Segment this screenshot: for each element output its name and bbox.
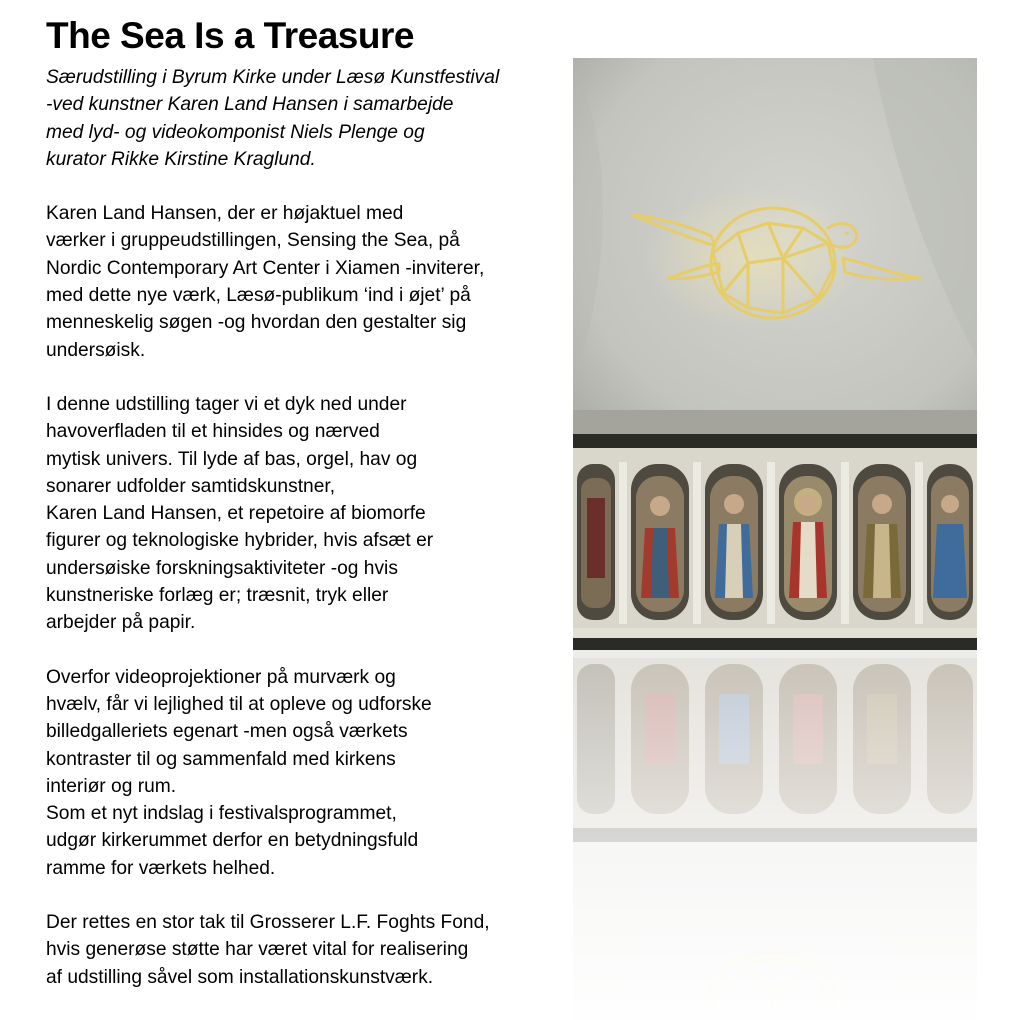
paragraph-line: udgør kirkerummet derfor en betydningsfuld (46, 830, 419, 852)
lower-ledge (573, 638, 977, 650)
cornice (573, 410, 977, 434)
paragraph-line: sonarer udfolder samtidskunstner, (46, 475, 336, 497)
paragraph-line: figurer og teknologiske hybrider, hvis afsæt er (46, 530, 434, 552)
paragraph-line: undersøisk. (46, 339, 146, 361)
church-photo (573, 58, 977, 1020)
paragraph-line: kunstneriske forlæg er; træsnit, tryk eller (46, 585, 389, 607)
paragraph-line: kontraster til og sammenfald med kirkens (46, 748, 396, 770)
paragraph-line: hvis generøse støtte har været vital for realisering (46, 939, 469, 961)
paragraph-line: havoverfladen til et hinsides og nærved (46, 421, 380, 443)
paragraph-exhibition (46, 391, 556, 637)
paragraph-line: I denne udstilling tager vi et dyk ned under (46, 393, 407, 415)
subtitle (46, 64, 556, 173)
paragraph-thanks (46, 909, 556, 991)
page-title: The Sea Is a Treasure (46, 15, 414, 56)
paragraph-line: Som et nyt indslag i festivalsprogrammet, (46, 803, 397, 825)
paragraph-line: med dette nye værk, Læsø-publikum ‘ind i øjet’ på (46, 285, 471, 307)
paragraph-line: værker i gruppeudstillingen, Sensing the Sea, på (46, 230, 460, 252)
paragraph-line: mytisk univers. Til lyde af bas, orgel, hav og (46, 448, 418, 470)
paragraph-line: arbejder på papir. (46, 612, 196, 634)
paragraph-line: af udstilling såvel som installationskunstværk. (46, 966, 434, 988)
altar-panels (573, 456, 977, 628)
paragraph-line: Karen Land Hansen, et repetoire af biomorfe (46, 503, 426, 525)
paragraph-line: Overfor videoprojektioner på murværk og (46, 666, 396, 688)
paragraph-line: ramme for værkets helhed. (46, 857, 276, 879)
paragraph-line: Nordic Contemporary Art Center i Xiamen -inviterer, (46, 257, 485, 279)
paragraph-projections (46, 664, 556, 882)
paragraph-line: billedgalleriets egenart -men også værkets (46, 721, 408, 743)
subtitle-line: kurator Rikke Kirstine Kraglund. (46, 148, 316, 170)
paragraph-intro (46, 200, 556, 364)
subtitle-line: Særudstilling i Byrum Kirke under Læsø Kunstfestival (46, 67, 500, 88)
body-text (46, 64, 556, 1018)
paragraph-line: interiør og rum. (46, 775, 177, 797)
subtitle-line: med lyd- og videokomponist Niels Plenge og (46, 121, 425, 143)
paragraph-line: Der rettes en stor tak til Grosserer L.F. Foghts Fond, (46, 912, 490, 934)
paragraph-line: undersøiske forskningsaktiviteter -og hvis (46, 557, 398, 579)
paragraph-line: Karen Land Hansen, der er højaktuel med (46, 203, 404, 225)
paragraph-line: menneskelig søgen -og hvordan den gestalter sig (46, 312, 467, 334)
paragraph-line: hvælv, får vi lejlighed til at opleve og udforske (46, 693, 432, 715)
subtitle-line: -ved kunstner Karen Land Hansen i samarbejde (46, 94, 454, 116)
